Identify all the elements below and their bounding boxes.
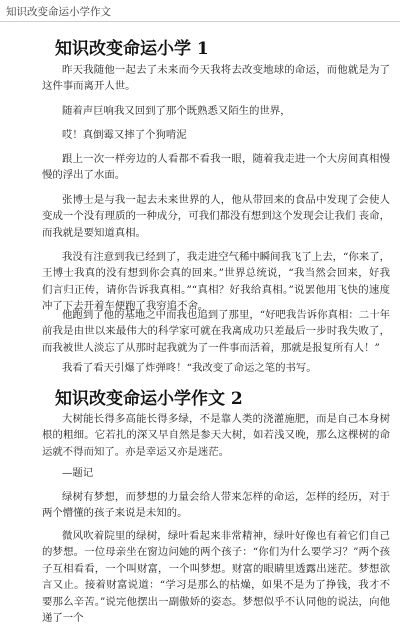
s1-paragraph-3: 哎！真倒霉又摔了个狗啃泥 [62,129,187,141]
s1-paragraph-2: 随着声巨响我又回到了那个既熟悉又陌生的世界， [62,105,291,117]
s1-paragraph-4: 跟上一次一样旁边的人看都不看我一眼，随着我走进一个大房间真相慢慢的浮出了水面。 [42,153,390,182]
s1-paragraph-8: 我看了看天引爆了炸弹咚！“我改变了命运之笔的书写。 [62,362,317,374]
s2-epigraph: —题记 [62,467,94,479]
s1-paragraph-5: 张博士是与我一起去未来世界的人，他从带回来的食品中发现了会使人变成一个没有理质的一种成分，可我们都没有想到这个发现会让我们 丧命，而我就是要知道真相。 [42,194,390,239]
s2-paragraph-2: 绿树有梦想，而梦想的力量会给人带来怎样的命运，怎样的经历，对于两个懵懂的孩子来说是未知的。 [42,491,390,520]
s1-paragraph-7: 他跑到了他的基地之中而我也追到了那里，“好吧我告诉你真相：二十年前我是由世以来最伟大的科学家可就在我离成功只差最后一步时我失败了，而我被世人淡忘了从那时起我就为了一件事而活着，那就是报复所有人！” [42,309,390,354]
s2-paragraph-3: 微风吹着院里的绿树，绿叶看起来非常精神，绿叶好像也有着它们自己的梦想。一位母亲坐在窗边问她的两个孩子：“你们为什么要学习？”两个孩子互相看看，一个叫财富，一个叫梦想。财富的眼睛里透露出迷茫。梦想欲言又止。接着财富说道：“学习是那么的枯燥，如果不是为了挣钱，我才不要那么辛苦。”说完他摆出一副傲娇的姿态。梦想似乎不认同他的说法，向他递了一个 [42,530,390,625]
s1-paragraph-6: 我没有注意到我已经到了，我走进空气稀中瞬间我飞了上去，“你来了，王博士我真的没有想到你会真的回来。”世界总统说，“我当然会回来，好我们言归正传，请你告诉我真相。”“真相？好我给真相。”说罢他用飞快的速度冲了下去开着车便跑了我穷追不舍。 [42,251,390,313]
s1-paragraph-1: 昨天我随他一起去了未来而今天我将去改变地球的命运，而他就是为了这件事而离开人世。 [42,64,390,93]
section-2-title: 知识改变命运小学作文 2 [55,389,243,409]
header-divider [0,21,400,22]
page-header: 知识改变命运小学作文 [6,6,111,18]
section-1-title: 知识改变命运小学 1 [55,39,209,59]
s2-paragraph-1: 大树能长得多高能长得多绿，不是靠人类的浇灌施肥，而是自己本身树根的粗细。它若扎的深又早自然是参天大树，如若浅又晚，那么这棵树的命运就不得而知了。亦是幸运又亦是迷茫。 [42,413,390,458]
